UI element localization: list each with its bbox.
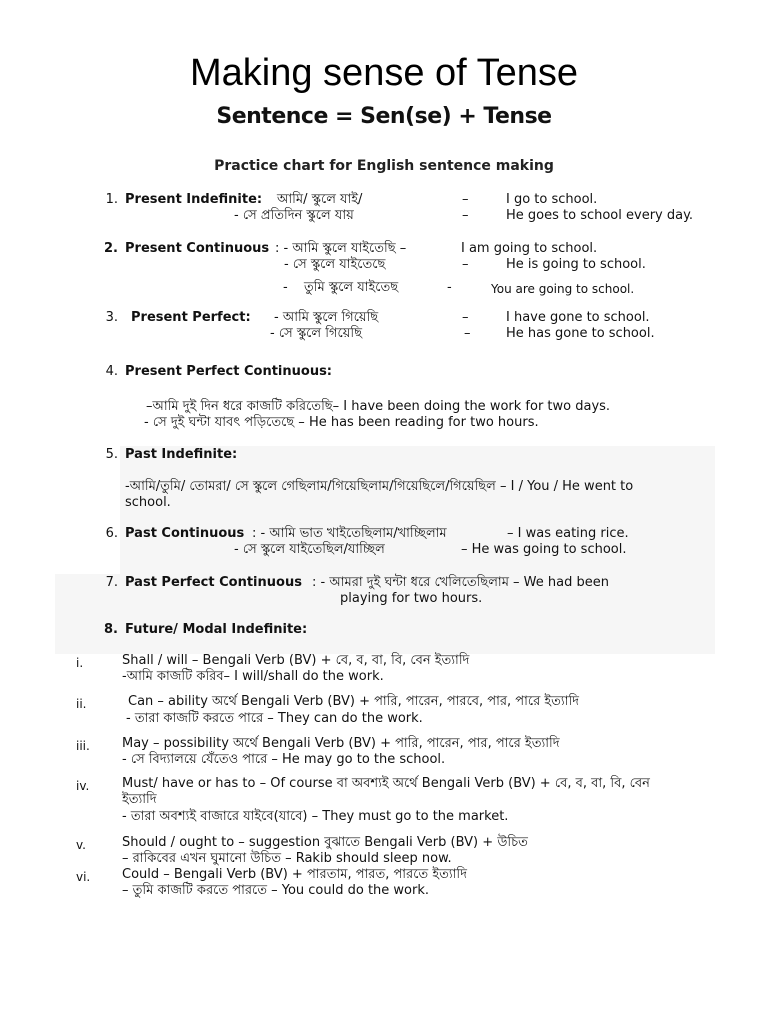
modal-example: -আমি কাজটি করিব– I will/shall do the work.	[122, 669, 384, 684]
section-label: Past Indefinite:	[125, 447, 238, 462]
modal-example: – রাকিবের এখন ঘুমানো উচিত – Rakib should sleep now.	[122, 851, 452, 866]
english-example: He is going to school.	[506, 257, 646, 272]
modal-rule: Shall / will – Bengali Verb (BV) + বে, ব, বা, বি, বেন ইত্যাদি	[122, 653, 470, 668]
example-line: playing for two hours.	[340, 591, 483, 606]
roman-numeral: iii.	[76, 739, 90, 753]
modal-example: - তারা অবশ্যই বাজারে যাইবে(যাবে) – They must go to the market.	[122, 809, 509, 824]
bengali-example: : - আমি ভাত খাইতেছিলাম/খাচ্ছিলাম	[252, 526, 447, 541]
english-example: I have gone to school.	[506, 310, 650, 325]
modal-rule-continued: ইত্যাদি	[122, 792, 157, 807]
section-label: Past Continuous	[125, 526, 245, 541]
modal-rule: Must/ have or has to – Of course বা অবশ্যই অর্থে Bengali Verb (BV) + বে, ব, বা, বি, বেন	[122, 776, 650, 791]
dash: -	[447, 280, 452, 295]
bengali-example: তুমি স্কুলে যাইতেছ	[304, 280, 399, 295]
dash: –	[464, 326, 471, 341]
bengali-example: আমি/ স্কুলে যাই/	[277, 192, 363, 207]
page-subtitle: Sentence = Sen(se) + Tense	[216, 104, 552, 129]
english-example: – I was eating rice.	[507, 526, 629, 541]
bengali-example: - সে প্রতিদিন স্কুলে যায়	[234, 208, 354, 223]
example-line: –আমি দুই দিন ধরে কাজটি করিতেছি– I have been doing the work for two days.	[146, 399, 611, 414]
section-number: 4.	[105, 364, 118, 379]
section-number: 3.	[105, 310, 118, 325]
bengali-example: : - আমি স্কুলে যাইতেছি –	[275, 241, 407, 256]
roman-numeral: iv.	[76, 779, 90, 793]
english-example: I am going to school.	[461, 241, 598, 256]
dash: -	[283, 280, 288, 295]
modal-rule: Should / ought to – suggestion বুঝাতে Bengali Verb (BV) + উচিত	[122, 835, 528, 850]
bengali-example: - সে স্কুলে গিয়েছি	[270, 326, 362, 341]
modal-example: – তুমি কাজটি করতে পারতে – You could do the work.	[122, 883, 430, 898]
section-label: Past Perfect Continuous	[125, 575, 302, 590]
roman-numeral: ii.	[76, 697, 87, 711]
section-label: Present Continuous	[125, 241, 270, 256]
section-number: 7.	[105, 575, 118, 590]
section-label: Present Perfect:	[131, 310, 251, 325]
english-example: I go to school.	[506, 192, 598, 207]
english-example: He goes to school every day.	[506, 208, 694, 223]
dash: –	[462, 192, 469, 207]
roman-numeral: v.	[76, 838, 86, 852]
section-label: Future/ Modal Indefinite:	[125, 622, 308, 637]
section-number: 8.	[104, 622, 118, 637]
section-label: Present Perfect Continuous:	[125, 364, 333, 379]
section-number: 6.	[105, 526, 118, 541]
bengali-example: - সে স্কুলে যাইতেছে	[284, 257, 386, 272]
modal-rule: Could – Bengali Verb (BV) + পারতাম, পারত, পারতে ইত্যাদি	[122, 867, 467, 882]
dash: –	[462, 257, 469, 272]
dash: –	[462, 208, 469, 223]
modal-rule: Can – ability অর্থে Bengali Verb (BV) + পারি, পারেন, পারবে, পার, পারে ইত্যাদি	[128, 694, 580, 709]
section-number: 1.	[105, 192, 118, 207]
example-line: -আমি/তুমি/ তোমরা/ সে স্কুলে গেছিলাম/গিয়েছিলাম/গিয়েছিলে/গিয়েছিল – I / You / He went to	[125, 479, 634, 494]
roman-numeral: i.	[76, 656, 84, 670]
chart-caption: Practice chart for English sentence making	[214, 158, 554, 174]
bengali-example: - সে স্কুলে যাইতেছিল/যাচ্ছিল	[234, 542, 385, 557]
modal-example: - সে বিদ্যালয়ে যেঁতেও পারে – He may go to the school.	[122, 752, 446, 767]
roman-numeral: vi.	[76, 870, 91, 884]
english-example: – He was going to school.	[461, 542, 627, 557]
section-number: 5.	[105, 447, 118, 462]
modal-rule: May – possibility অর্থে Bengali Verb (BV) + পারি, পারেন, পার, পারে ইত্যাদি	[122, 736, 560, 751]
example-line: - সে দুই ঘন্টা যাবৎ পড়িতেছে – He has been reading for two hours.	[144, 415, 539, 430]
section-label: Present Indefinite:	[125, 192, 263, 207]
example-line: school.	[125, 495, 171, 510]
dash: –	[462, 310, 469, 325]
english-example: You are going to school.	[491, 282, 635, 296]
modal-example: - তারা কাজটি করতে পারে – They can do the work.	[126, 711, 423, 726]
section-number: 2.	[104, 241, 118, 256]
english-example: He has gone to school.	[506, 326, 655, 341]
page-title: Making sense of Tense	[190, 52, 578, 94]
example-line: : - আমরা দুই ঘন্টা ধরে খেলিতেছিলাম – We had been	[312, 575, 609, 590]
bengali-example: - আমি স্কুলে গিয়েছি	[274, 310, 379, 325]
